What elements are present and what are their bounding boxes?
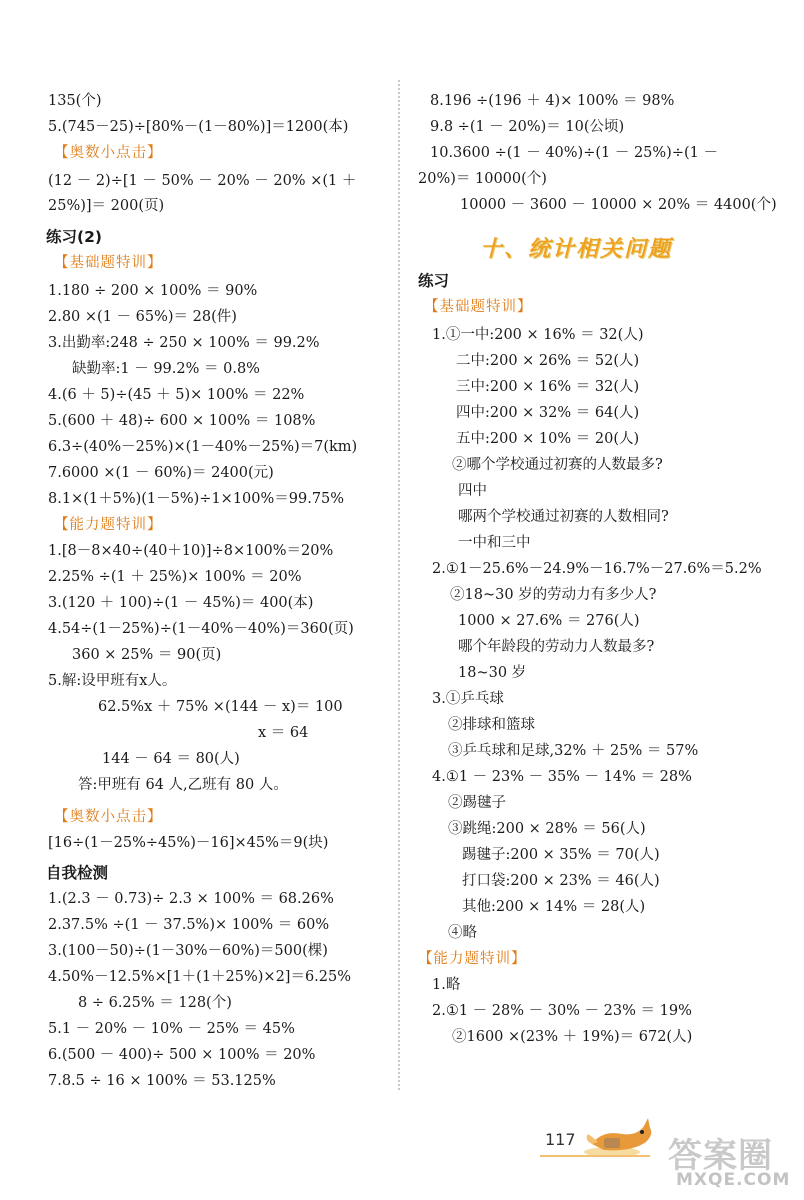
answer-line: 1.(2.3 － 0.73)÷ 2.3 × 100% ＝ 68.26% <box>48 891 334 907</box>
chapter-title: 十、统计相关问题 <box>480 237 673 262</box>
answer-line: 6.3÷(40%－25%)×(1－40%－25%)＝7(km) <box>48 439 358 455</box>
answer-line: 7.6000 ×(1 － 60%)＝ 2400(元) <box>48 465 274 481</box>
section-tag: 【能力题特训】 <box>54 517 163 533</box>
answer-line: 2.①1 － 28% － 30% － 23% ＝ 19% <box>432 1003 692 1019</box>
answer-line: 10.3600 ÷(1 － 40%)÷(1 － 25%)÷(1 － <box>430 145 718 161</box>
section-tag: 【奥数小点击】 <box>54 145 163 161</box>
page-number-underline <box>540 1155 650 1157</box>
answer-line: ③跳绳:200 × 28% ＝ 56(人) <box>448 821 646 837</box>
answer-line: 打口袋:200 × 23% ＝ 46(人) <box>462 873 660 889</box>
section-heading: 练习 <box>418 272 450 290</box>
answer-line: 8.1×(1＋5%)(1－5%)÷1×100%＝99.75% <box>48 491 345 507</box>
answer-line: 1.180 ÷ 200 × 100% ＝ 90% <box>48 283 258 299</box>
answer-line: 2.①1－25.6%－24.9%－16.7%－27.6%＝5.2% <box>432 561 762 577</box>
watermark-url: MXQE.COM <box>676 1170 791 1190</box>
answer-line: 5.(745－25)÷[80%－(1－80%)]＝1200(本) <box>48 119 349 135</box>
answer-line: 四中 <box>458 483 487 499</box>
answer-line: 哪两个学校通过初赛的人数相同? <box>458 509 669 525</box>
section-heading: 自我检测 <box>46 864 109 882</box>
answer-line: 缺勤率:1 － 99.2% ＝ 0.8% <box>72 361 260 377</box>
answer-line: 5.解:设甲班有x人。 <box>48 673 177 689</box>
answer-line: 25%)]＝ 200(页) <box>48 198 165 214</box>
section-heading: 练习(2) <box>46 228 102 246</box>
answer-line: 三中:200 × 16% ＝ 32(人) <box>456 379 640 395</box>
answer-line: 踢毽子:200 × 35% ＝ 70(人) <box>462 847 660 863</box>
answer-line: 4.54÷(1－25%)÷(1－40%－40%)＝360(页) <box>48 621 354 637</box>
answer-line: 7.8.5 ÷ 16 × 100% ＝ 53.125% <box>48 1073 276 1089</box>
section-tag: 【奥数小点击】 <box>54 809 163 825</box>
answer-line: 3.①乒乓球 <box>432 691 504 707</box>
section-tag: 【基础题特训】 <box>424 299 533 315</box>
answer-line: 144 － 64 ＝ 80(人) <box>102 751 240 767</box>
fox-mascot-icon <box>582 1112 662 1160</box>
answer-line: 4.(6 ＋ 5)÷(45 ＋ 5)× 100% ＝ 22% <box>48 387 305 403</box>
answer-line: 四中:200 × 32% ＝ 64(人) <box>456 405 640 421</box>
answer-line: ②踢毽子 <box>448 795 506 811</box>
answer-line: 1000 × 27.6% ＝ 276(人) <box>458 613 640 629</box>
answer-line: 360 × 25% ＝ 90(页) <box>72 647 222 663</box>
answer-line: 2.25% ÷(1 ＋ 25%)× 100% ＝ 20% <box>48 569 302 585</box>
answer-line: 一中和三中 <box>458 535 531 551</box>
page-number: 117 <box>545 1130 576 1149</box>
answer-line: ④略 <box>448 925 477 941</box>
answer-line: ②哪个学校通过初赛的人数最多? <box>452 457 663 473</box>
answer-line: [16÷(1－25%÷45%)－16]×45%＝9(块) <box>48 835 329 851</box>
answer-line: 4.50%－12.5%×[1＋(1＋25%)×2]＝6.25% <box>48 969 352 985</box>
answer-line: 4.①1 － 23% － 35% － 14% ＝ 28% <box>432 769 692 785</box>
answer-line: 哪个年龄段的劳动力人数最多? <box>458 639 655 655</box>
answer-line: ②排球和篮球 <box>448 717 535 733</box>
answer-line: 1.①一中:200 × 16% ＝ 32(人) <box>432 327 644 343</box>
answer-line: 10000 － 3600 － 10000 × 20% ＝ 4400(个) <box>460 197 777 213</box>
answer-line: 二中:200 × 26% ＝ 52(人) <box>456 353 640 369</box>
answer-line: 1.略 <box>432 977 461 993</box>
answer-line: 1.[8－8×40÷(40＋10)]÷8×100%＝20% <box>48 543 334 559</box>
section-tag: 【能力题特训】 <box>418 951 527 967</box>
answer-line: 3.出勤率:248 ÷ 250 × 100% ＝ 99.2% <box>48 335 320 351</box>
answer-line: 其他:200 × 14% ＝ 28(人) <box>462 899 646 915</box>
answer-line: 18~30 岁 <box>458 665 527 681</box>
section-tag: 【基础题特训】 <box>54 255 163 271</box>
answer-line: 5.1 － 20% － 10% － 25% ＝ 45% <box>48 1021 295 1037</box>
answer-line: ②1600 ×(23% ＋ 19%)＝ 672(人) <box>452 1029 693 1045</box>
column-divider <box>398 80 400 1090</box>
answer-line: 2.37.5% ÷(1 － 37.5%)× 100% ＝ 60% <box>48 917 330 933</box>
answer-line: 3.(120 ＋ 100)÷(1 － 45%)＝ 400(本) <box>48 595 314 611</box>
answer-line: 8 ÷ 6.25% ＝ 128(个) <box>78 995 232 1011</box>
answer-line: 5.(600 ＋ 48)÷ 600 × 100% ＝ 108% <box>48 413 316 429</box>
watermark: 答案圈 <box>668 1136 773 1176</box>
answer-line: x ＝ 64 <box>258 725 309 741</box>
answer-line: ③乒乓球和足球,32% ＋ 25% ＝ 57% <box>448 743 699 759</box>
answer-line: 135(个) <box>48 93 102 109</box>
answer-line: 8.196 ÷(196 ＋ 4)× 100% ＝ 98% <box>430 93 675 109</box>
answer-line: 62.5%x ＋ 75% ×(144 － x)＝ 100 <box>98 699 343 715</box>
answer-line: 6.(500 － 400)÷ 500 × 100% ＝ 20% <box>48 1047 316 1063</box>
answer-line: 2.80 ×(1 － 65%)＝ 28(件) <box>48 309 237 325</box>
answer-line: 五中:200 × 10% ＝ 20(人) <box>456 431 640 447</box>
answer-line: 20%)＝ 10000(个) <box>418 171 547 187</box>
answer-line: 3.(100－50)÷(1－30%－60%)＝500(棵) <box>48 943 328 959</box>
answer-line: 答:甲班有 64 人,乙班有 80 人。 <box>78 777 288 793</box>
answer-line: 9.8 ÷(1 － 20%)＝ 10(公顷) <box>430 119 625 135</box>
answer-line: (12 － 2)÷[1 － 50% － 20% － 20% ×(1 ＋ <box>48 173 357 189</box>
answer-line: ②18~30 岁的劳动力有多少人? <box>450 587 657 603</box>
